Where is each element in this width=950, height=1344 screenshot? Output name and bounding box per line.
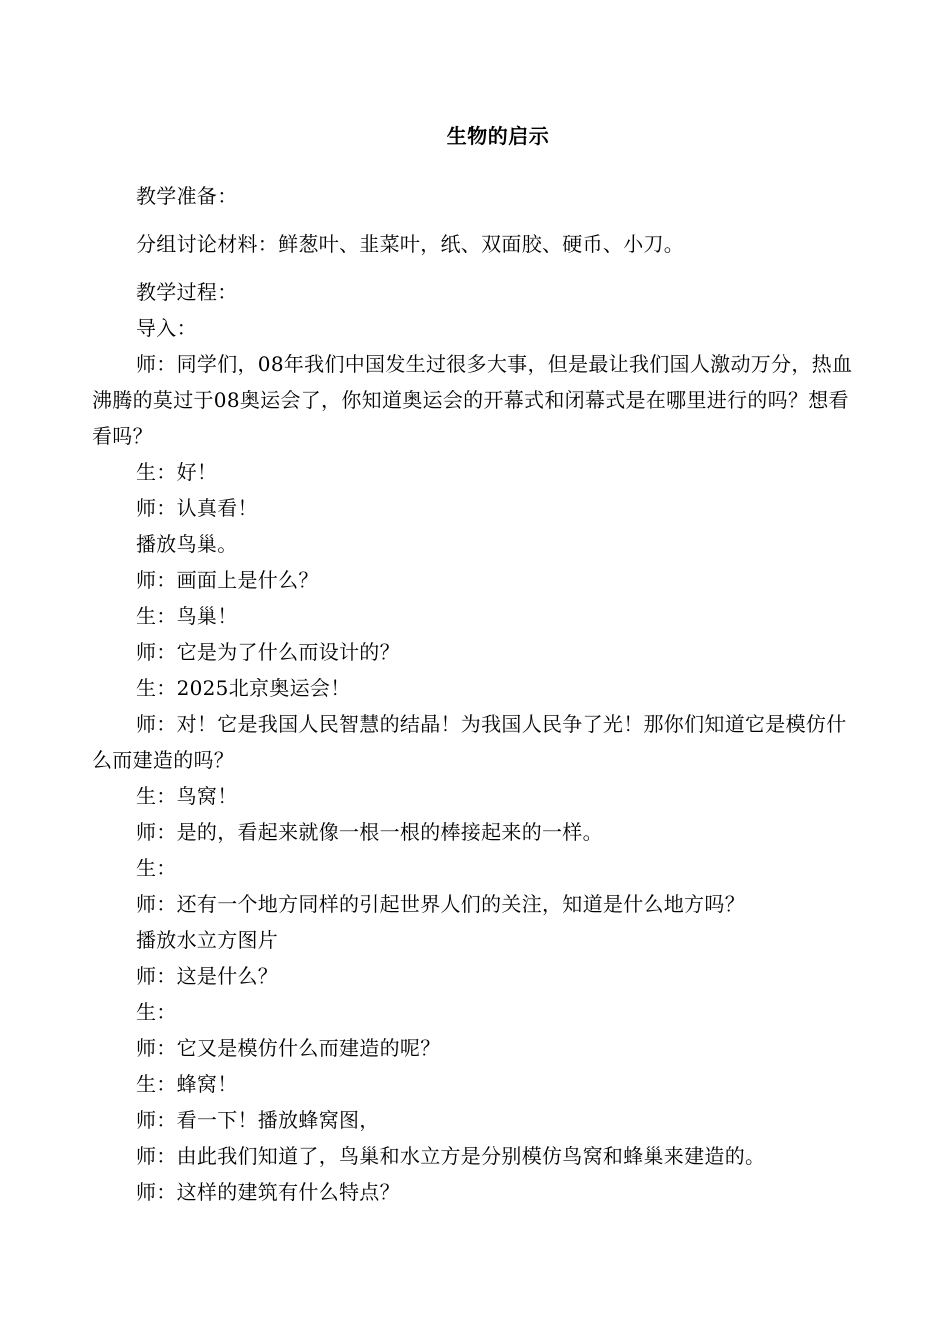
paragraph-dialogue: 师：它是为了什么而设计的？ [136, 640, 400, 664]
paragraph-dialogue: 师：是的，看起来就像一根一根的棒接起来的一样。 [136, 820, 603, 844]
paragraph-teaching-prep: 教学准备： [136, 184, 238, 208]
paragraph-dialogue: 生：2025北京奥运会！ [136, 676, 351, 700]
paragraph-materials: 分组讨论材料：鲜葱叶、韭菜叶，纸、双面胶、硬币、小刀。 [136, 232, 685, 256]
paragraph-dialogue: 播放鸟巢。 [136, 532, 238, 556]
document-body [92, 178, 862, 1210]
paragraph-dialogue: 生： [136, 1000, 177, 1024]
paragraph-dialogue: 师：看一下！播放蜂窝图， [136, 1108, 380, 1132]
paragraph-dialogue: 生：好！ [136, 460, 218, 484]
paragraph-dialogue: 播放水立方图片 [136, 928, 279, 952]
paragraph-dialogue: 生：蜂窝！ [136, 1072, 238, 1096]
paragraph-introduction: 导入： [136, 316, 197, 340]
paragraph-dialogue: 师：画面上是什么？ [136, 568, 319, 592]
paragraph-dialogue: 师：对！它是我国人民智慧的结晶！为我国人民争了光！那你们知道它是模仿什么而建造的吗？ [92, 712, 847, 772]
paragraph-dialogue: 生：鸟巢！ [136, 604, 238, 628]
paragraph-dialogue: 师：由此我们知道了，鸟巢和水立方是分别模仿鸟窝和蜂巢来建造的。 [136, 1144, 766, 1168]
paragraph-dialogue: 师：这是什么？ [136, 964, 279, 988]
document-title: 生物的启示 [446, 124, 550, 148]
paragraph-dialogue: 师：认真看！ [136, 496, 258, 520]
paragraph-dialogue: 师：同学们，08年我们中国发生过很多大事，但是最让我们国人激动万分，热血沸腾的莫过于08奥运会了，你知道奥运会的开幕式和闭幕式是在哪里进行的吗？想看看吗？ [92, 352, 853, 448]
paragraph-dialogue: 生： [136, 856, 177, 880]
paragraph-teaching-process: 教学过程： [136, 280, 238, 304]
paragraph-dialogue: 师：还有一个地方同样的引起世界人们的关注，知道是什么地方吗？ [136, 892, 745, 916]
paragraph-dialogue: 师：它又是模仿什么而建造的呢？ [136, 1036, 441, 1060]
paragraph-dialogue: 师：这样的建筑有什么特点？ [136, 1180, 400, 1204]
paragraph-dialogue: 生：鸟窝！ [136, 784, 238, 808]
